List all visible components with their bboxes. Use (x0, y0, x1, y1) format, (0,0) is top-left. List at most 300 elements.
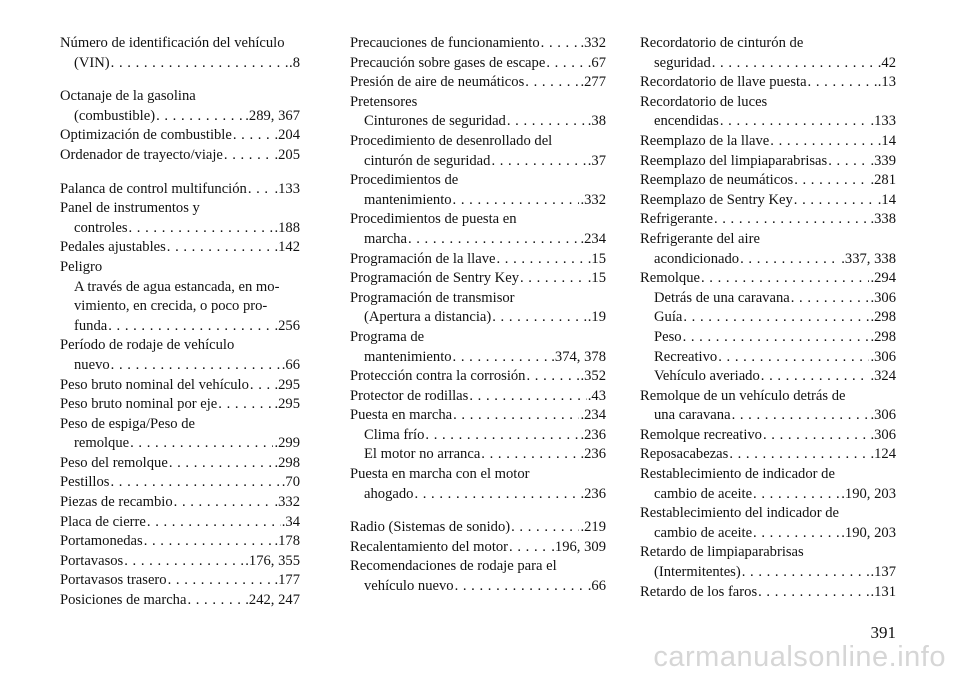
index-line (350, 250, 606, 270)
index-entry (350, 557, 606, 596)
index-line (60, 513, 300, 533)
index-entry (640, 132, 896, 152)
index-term: Piezas de recambio (60, 494, 173, 511)
index-line (640, 406, 896, 426)
entry-spacer (350, 504, 606, 518)
dot-leader (469, 387, 586, 407)
index-line (60, 571, 300, 591)
dot-leader (111, 356, 281, 376)
page-reference: .298 (274, 454, 300, 471)
index-entry (60, 336, 300, 375)
index-line (640, 250, 896, 270)
page-reference: .176, 355 (245, 552, 300, 569)
index-term: Recomendaciones de rodaje para el (350, 558, 557, 575)
dot-leader (218, 395, 273, 415)
page-reference: .205 (274, 146, 300, 163)
index-entry (60, 591, 300, 611)
index-entry (60, 146, 300, 166)
index-term: nuevo (74, 356, 110, 373)
index-line (640, 348, 896, 368)
page-reference: .19 (587, 309, 606, 326)
dot-leader (794, 171, 869, 191)
index-line (640, 112, 896, 132)
page-reference: .15 (587, 270, 606, 287)
index-term: remolque (74, 435, 130, 452)
index-line (60, 376, 300, 396)
page-reference: .294 (870, 270, 896, 287)
page-reference: .256 (274, 317, 300, 334)
index-term: Programación de la llave (350, 250, 496, 267)
index-entry (60, 552, 300, 572)
index-term: Remolque de un vehículo detrás de (640, 387, 846, 404)
dot-leader (147, 513, 281, 533)
index-column-2 (350, 34, 606, 597)
index-entry (640, 504, 896, 543)
dot-leader (455, 577, 587, 597)
index-line (640, 583, 896, 603)
index-term: Reposacabezas (640, 446, 729, 463)
index-entry (350, 73, 606, 93)
index-entry (350, 367, 606, 387)
index-entry (60, 513, 300, 533)
page-reference: .133 (274, 180, 300, 197)
index-line (60, 493, 300, 513)
page-reference: .234 (580, 230, 606, 247)
watermark: carmanualsonline.info (653, 641, 946, 673)
index-entry (350, 289, 606, 328)
page-reference: .352 (580, 368, 606, 385)
dot-leader (718, 348, 869, 368)
dot-leader (511, 518, 579, 538)
index-entry (350, 269, 606, 289)
index-term: Refrigerante del aire (640, 230, 760, 247)
index-term: Recreativo (654, 348, 718, 365)
index-entry (350, 465, 606, 504)
index-line (640, 308, 896, 328)
index-entry (350, 210, 606, 249)
page-reference: .324 (870, 368, 896, 385)
page-reference: .298 (870, 309, 896, 326)
index-term: Restablecimiento de indicador de (640, 466, 835, 483)
index-entry (640, 465, 896, 504)
index-term: Recordatorio de llave puesta (640, 74, 807, 91)
index-term: Posiciones de marcha (60, 592, 187, 609)
index-term: cinturón de seguridad (364, 152, 491, 169)
page-reference: .295 (274, 396, 300, 413)
index-line (350, 518, 606, 538)
index-entry (60, 454, 300, 474)
index-line (60, 532, 300, 552)
dot-leader (130, 434, 273, 454)
page-reference: .306 (870, 407, 896, 424)
page-reference: .137 (870, 564, 896, 581)
dot-leader (233, 126, 274, 146)
index-line (640, 210, 896, 230)
index-entry (350, 538, 606, 558)
index-line (350, 485, 606, 505)
index-line (60, 146, 300, 166)
dot-leader (753, 524, 840, 544)
index-line (350, 152, 606, 172)
dot-leader (124, 552, 244, 572)
page-reference: .298 (870, 328, 896, 345)
index-term: Remolque (640, 270, 700, 287)
index-term: Número de identificación del vehículo (60, 35, 285, 51)
dot-leader (770, 132, 876, 152)
index-term: acondicionado (654, 250, 740, 267)
index-entry (350, 54, 606, 74)
index-term: (Intermitentes) (654, 564, 741, 581)
index-entry (350, 132, 606, 171)
index-entry (350, 406, 606, 465)
page-reference: .332 (580, 191, 606, 208)
page-reference: .281 (870, 172, 896, 189)
index-line (640, 328, 896, 348)
index-entry (350, 250, 606, 270)
dot-leader (520, 269, 587, 289)
index-term: una caravana (654, 407, 731, 424)
index-entry (60, 180, 300, 200)
index-entry (350, 93, 606, 132)
index-term: Clima frío (364, 426, 425, 443)
index-entry (640, 152, 896, 172)
page-reference: .306 (870, 426, 896, 443)
index-entry (640, 269, 896, 387)
index-term: cambio de aceite (654, 485, 753, 502)
index-entry (60, 199, 300, 238)
index-line (350, 269, 606, 289)
page-reference: .14 (877, 132, 896, 149)
index-column-3 (640, 34, 896, 602)
index-term: mantenimiento (364, 348, 452, 365)
dot-leader (224, 146, 274, 166)
index-entry (60, 376, 300, 396)
index-term: encendidas (654, 113, 719, 130)
index-entry (60, 34, 300, 73)
dot-leader (732, 406, 870, 426)
index-line (640, 563, 896, 583)
page-reference: .306 (870, 348, 896, 365)
index-term: (Apertura a distancia) (364, 309, 492, 326)
index-term: Peso de espiga/Peso de (60, 415, 195, 432)
index-line (60, 126, 300, 146)
page-reference: .277 (580, 74, 606, 91)
index-line (350, 191, 606, 211)
page-reference: .339 (870, 152, 896, 169)
dot-leader (167, 238, 274, 258)
index-term: Pestillos (60, 474, 110, 491)
index-line (350, 406, 606, 426)
index-term: Radio (Sistemas de sonido) (350, 519, 511, 536)
index-term: Programación de Sentry Key (350, 270, 519, 287)
page-reference: .188 (274, 219, 300, 236)
page-reference: .332 (274, 494, 300, 511)
dot-leader (187, 591, 244, 611)
index-term: Remolque recreativo (640, 426, 762, 443)
page-reference: .124 (870, 446, 896, 463)
index-entry (60, 238, 300, 258)
index-term: controles (74, 219, 128, 236)
index-term: seguridad (654, 54, 711, 71)
dot-leader (753, 485, 840, 505)
dot-leader (453, 191, 580, 211)
index-term: vimiento, en crecida, o poco pro- (74, 298, 268, 315)
page-reference: .295 (274, 376, 300, 393)
index-entry (640, 230, 896, 269)
index-line (640, 269, 896, 289)
index-term: Programa de (350, 328, 425, 345)
page-reference: .190, 203 (841, 524, 896, 541)
dot-leader (794, 191, 877, 211)
index-line (350, 348, 606, 368)
index-term: Detrás de una caravana (654, 289, 790, 306)
page-reference: .236 (580, 446, 606, 463)
page-reference: .13 (877, 74, 896, 91)
page-reference: .66 (587, 578, 606, 595)
index-line (60, 317, 300, 337)
dot-leader (156, 107, 244, 127)
index-term: Procedimiento de desenrollado del (350, 132, 553, 149)
dot-leader (828, 152, 869, 172)
index-line (350, 34, 606, 54)
index-term: Refrigerante (640, 211, 713, 228)
dot-leader (248, 180, 274, 200)
entry-spacer (60, 73, 300, 87)
page-reference: .306 (870, 289, 896, 306)
index-term: Restablecimiento del indicador de (640, 505, 839, 522)
index-term: Puesta en marcha (350, 407, 453, 424)
page-reference: .15 (587, 250, 606, 267)
dot-leader (729, 445, 869, 465)
index-entry (350, 34, 606, 54)
dot-leader (481, 445, 579, 465)
dot-leader (453, 348, 551, 368)
index-line (640, 445, 896, 465)
index-term: Procedimientos de puesta en (350, 211, 517, 228)
dot-leader (740, 250, 840, 270)
dot-leader (414, 485, 579, 505)
index-line (640, 152, 896, 172)
page-reference: .242, 247 (245, 592, 300, 609)
index-line (640, 132, 896, 152)
index-entry (60, 395, 300, 415)
index-term: Peligro (60, 258, 103, 275)
index-line (640, 54, 896, 74)
index-entry (60, 473, 300, 493)
page-reference: .34 (281, 513, 300, 530)
page-reference: .234 (580, 407, 606, 424)
page-reference: .66 (281, 356, 300, 373)
dot-leader (714, 210, 870, 230)
page-reference: .204 (274, 127, 300, 144)
index-entry (60, 493, 300, 513)
index-line (350, 426, 606, 446)
dot-leader (110, 473, 280, 493)
index-term: ahogado (364, 485, 414, 502)
index-line (350, 230, 606, 250)
dot-leader (758, 583, 869, 603)
index-term: Portamonedas (60, 533, 143, 550)
index-term: Cinturones de seguridad (364, 113, 506, 130)
index-term: Pretensores (350, 93, 418, 110)
page-reference: .289, 367 (245, 107, 300, 124)
index-term: funda (74, 317, 108, 334)
dot-leader (169, 454, 274, 474)
index-term: Reemplazo de neumáticos (640, 172, 794, 189)
index-term: vehículo nuevo (364, 578, 454, 595)
index-line (60, 219, 300, 239)
index-term: Portavasos trasero (60, 572, 167, 589)
index-line (350, 367, 606, 387)
page-reference: .196, 309 (551, 538, 606, 555)
index-entry (60, 571, 300, 591)
dot-leader (742, 563, 870, 583)
page-reference: .70 (281, 474, 300, 491)
index-line (60, 107, 300, 127)
index-entry (60, 532, 300, 552)
page-number: 391 (870, 623, 896, 642)
index-term: Guía (654, 309, 683, 326)
dot-leader (250, 376, 274, 396)
page-reference: .14 (877, 191, 896, 208)
page-reference: .337, 338 (841, 250, 896, 267)
index-line (60, 434, 300, 454)
page-reference: .236 (580, 485, 606, 502)
index-term: El motor no arranca (364, 446, 481, 463)
page-reference: .131 (870, 583, 896, 600)
index-line (640, 367, 896, 387)
index-term: Recordatorio de luces (640, 93, 768, 110)
index-entry (640, 73, 896, 93)
dot-leader (763, 426, 869, 446)
dot-leader (496, 250, 586, 270)
index-term: Precaución sobre gases de escape (350, 54, 546, 71)
index-term: Octanaje de la gasolina (60, 88, 196, 105)
page-reference: .338 (870, 211, 896, 228)
index-entry (60, 87, 300, 126)
dot-leader (453, 406, 579, 426)
index-term: Panel de instrumentos y (60, 200, 200, 217)
index-term: Pedales ajustables (60, 239, 166, 256)
index-term: Reemplazo de Sentry Key (640, 191, 793, 208)
dot-leader (683, 328, 870, 348)
index-entry (640, 387, 896, 426)
index-entry (640, 171, 896, 191)
page-reference: .42 (877, 54, 896, 71)
dot-leader (720, 112, 870, 132)
dot-leader (507, 112, 587, 132)
index-term: (VIN) (74, 54, 110, 71)
index-line (60, 356, 300, 376)
dot-leader (492, 308, 587, 328)
page-reference: .142 (274, 239, 300, 256)
index-entry (60, 126, 300, 146)
dot-leader (108, 317, 273, 337)
index-line (60, 591, 300, 611)
index-entry (640, 543, 896, 582)
index-entry (640, 210, 896, 230)
page-reference: .219 (580, 519, 606, 536)
index-entry (640, 445, 896, 465)
index-entry (640, 93, 896, 132)
index-line (640, 524, 896, 544)
index-term: Reemplazo del limpiaparabrisas (640, 152, 828, 169)
index-term: Precauciones de funcionamiento (350, 35, 540, 51)
index-term: Peso del remolque (60, 454, 168, 471)
index-line (640, 73, 896, 93)
index-term: Palanca de control multifunción (60, 180, 247, 197)
index-term: Peso bruto nominal por eje (60, 396, 218, 413)
index-entry (350, 518, 606, 538)
index-entry (60, 258, 300, 336)
index-term: Programación de transmisor (350, 289, 515, 306)
dot-leader (791, 289, 870, 309)
dot-leader (541, 34, 580, 54)
index-term: Período de rodaje de vehículo (60, 337, 235, 354)
index-term: Procedimientos de (350, 172, 459, 189)
dot-leader (712, 54, 877, 74)
index-line (350, 577, 606, 597)
index-entry (350, 328, 606, 367)
index-line (60, 395, 300, 415)
page-reference: .38 (587, 113, 606, 130)
index-term: Placa de cierre (60, 513, 146, 530)
index-term: Peso bruto nominal del vehículo (60, 376, 249, 393)
index-line (350, 73, 606, 93)
index-term: Retardo de limpiaparabrisas (640, 544, 804, 561)
index-line (640, 426, 896, 446)
page-reference: .374, 378 (551, 348, 606, 365)
index-line (350, 445, 606, 465)
index-line (640, 191, 896, 211)
index-line (60, 54, 300, 74)
page-reference: .332 (580, 35, 606, 51)
index-line (350, 54, 606, 74)
dot-leader (174, 493, 274, 513)
page-reference: .43 (587, 387, 606, 404)
index-term: Presión de aire de neumáticos (350, 74, 525, 91)
dot-leader (491, 152, 586, 172)
entry-spacer (60, 166, 300, 180)
dot-leader (525, 73, 579, 93)
index-term: Protector de rodillas (350, 387, 469, 404)
index-line (60, 238, 300, 258)
index-term: cambio de aceite (654, 524, 753, 541)
index-term: A través de agua estancada, en mo- (74, 278, 280, 295)
index-term: Recordatorio de cinturón de (640, 35, 804, 51)
dot-leader (168, 571, 274, 591)
index-term: Ordenador de trayecto/viaje (60, 146, 223, 163)
index-entry (350, 387, 606, 407)
page-reference: .8 (289, 54, 300, 71)
page-reference: .37 (587, 152, 606, 169)
index-term: Puesta en marcha con el motor (350, 466, 530, 483)
dot-leader (701, 269, 869, 289)
index-entry (640, 191, 896, 211)
index-line (350, 112, 606, 132)
dot-leader (129, 219, 274, 239)
index-term: Vehículo averiado (654, 368, 760, 385)
page-reference: .236 (580, 426, 606, 443)
index-line (640, 289, 896, 309)
index-term: Peso (654, 328, 682, 345)
index-line (60, 552, 300, 572)
dot-leader (144, 532, 274, 552)
page-reference: .299 (274, 435, 300, 452)
index-term: Portavasos (60, 552, 124, 569)
dot-leader (761, 367, 870, 387)
dot-leader (526, 367, 579, 387)
